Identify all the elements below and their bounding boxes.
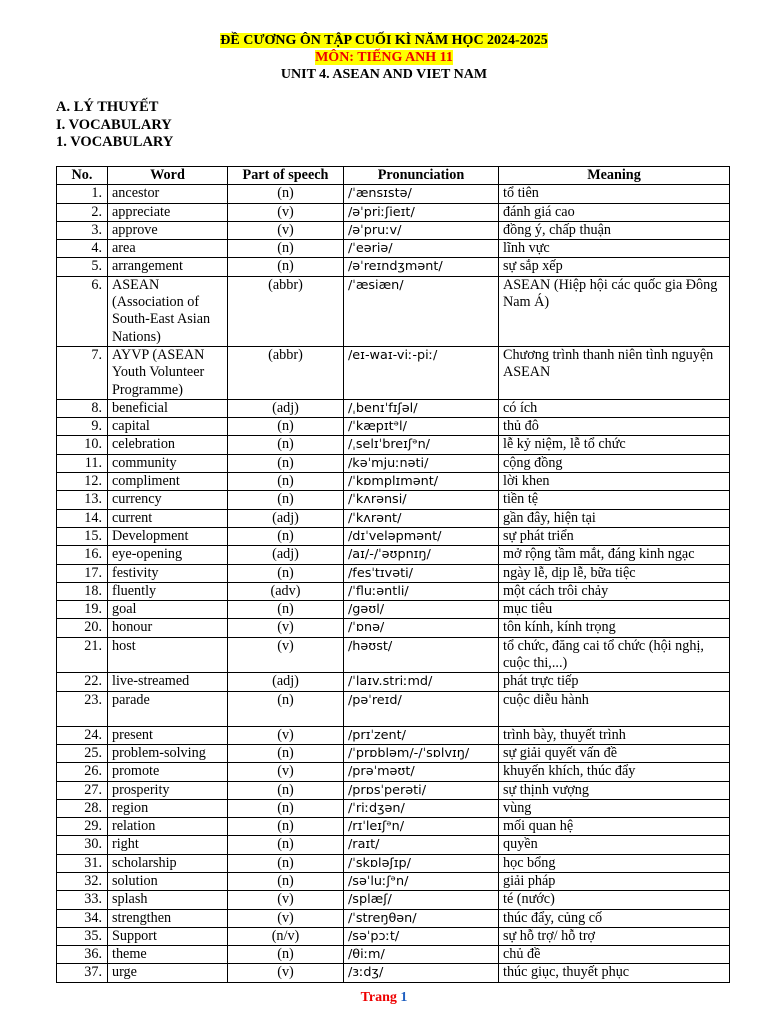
row-number: 11. xyxy=(57,454,108,472)
row-meaning: thủ đô xyxy=(499,418,730,436)
row-number: 34. xyxy=(57,909,108,927)
row-word: splash xyxy=(108,891,228,909)
row-meaning: ngày lễ, dịp lễ, bữa tiệc xyxy=(499,564,730,582)
row-meaning: cuộc diễu hành xyxy=(499,691,730,726)
row-meaning: học bổng xyxy=(499,854,730,872)
vocabulary-table xyxy=(56,166,730,983)
table-row xyxy=(57,203,730,221)
section-theory: A. LÝ THUYẾT xyxy=(56,99,159,115)
row-word: Development xyxy=(108,527,228,545)
row-number: 21. xyxy=(57,637,108,673)
row-part-of-speech: (v) xyxy=(228,891,344,909)
row-pronunciation: /prɒsˈperəti/ xyxy=(344,781,499,799)
row-pronunciation: /fesˈtɪvəti/ xyxy=(344,564,499,582)
row-number: 28. xyxy=(57,799,108,817)
row-part-of-speech: (n) xyxy=(228,799,344,817)
row-word: parade xyxy=(108,691,228,726)
row-pronunciation: /ˈprɒbləm/-/ˈsɒlvɪŋ/ xyxy=(344,744,499,762)
row-number: 29. xyxy=(57,818,108,836)
row-part-of-speech: (adj) xyxy=(228,509,344,527)
table-row xyxy=(57,854,730,872)
row-number: 31. xyxy=(57,854,108,872)
row-meaning: đánh giá cao xyxy=(499,203,730,221)
row-part-of-speech: (adj) xyxy=(228,546,344,564)
subject-highlight: MÔN: TIẾNG ANH 11 xyxy=(315,50,453,65)
row-meaning: khuyến khích, thúc đẩy xyxy=(499,763,730,781)
title-line-2 xyxy=(0,49,768,66)
row-meaning: gần đây, hiện tại xyxy=(499,509,730,527)
row-meaning: sự phát triển xyxy=(499,527,730,545)
table-row xyxy=(57,781,730,799)
row-word: live-streamed xyxy=(108,673,228,691)
row-pronunciation: /splæʃ/ xyxy=(344,891,499,909)
row-part-of-speech: (n) xyxy=(228,473,344,491)
document-header xyxy=(0,32,768,83)
row-word: present xyxy=(108,726,228,744)
row-meaning: đồng ý, chấp thuận xyxy=(499,221,730,239)
row-meaning: vùng xyxy=(499,799,730,817)
table-row xyxy=(57,691,730,726)
row-meaning: tôn kính, kính trọng xyxy=(499,619,730,637)
row-meaning: lĩnh vực xyxy=(499,240,730,258)
row-meaning: lễ kỷ niệm, lễ tổ chức xyxy=(499,436,730,454)
row-part-of-speech: (v) xyxy=(228,964,344,982)
row-meaning: sự giải quyết vấn đề xyxy=(499,744,730,762)
row-part-of-speech: (n) xyxy=(228,185,344,203)
header-meaning: Meaning xyxy=(499,167,730,185)
row-part-of-speech: (v) xyxy=(228,619,344,637)
row-meaning: lời khen xyxy=(499,473,730,491)
table-row xyxy=(57,399,730,417)
table-row xyxy=(57,927,730,945)
row-number: 3. xyxy=(57,221,108,239)
row-meaning: có ích xyxy=(499,399,730,417)
row-part-of-speech: (v) xyxy=(228,221,344,239)
row-pronunciation: /aɪ/-/ˈəʊpnɪŋ/ xyxy=(344,546,499,564)
row-number: 27. xyxy=(57,781,108,799)
table-row xyxy=(57,473,730,491)
table-row xyxy=(57,346,730,399)
table-row xyxy=(57,763,730,781)
row-word: strengthen xyxy=(108,909,228,927)
row-part-of-speech: (adj) xyxy=(228,673,344,691)
row-pronunciation: /ˈkæpɪtᵊl/ xyxy=(344,418,499,436)
row-number: 25. xyxy=(57,744,108,762)
row-part-of-speech: (n) xyxy=(228,601,344,619)
row-part-of-speech: (n) xyxy=(228,454,344,472)
row-part-of-speech: (n) xyxy=(228,564,344,582)
table-body xyxy=(57,185,730,982)
table-row xyxy=(57,637,730,673)
row-word: right xyxy=(108,836,228,854)
row-pronunciation: /səˈpɔːt/ xyxy=(344,927,499,945)
row-number: 35. xyxy=(57,927,108,945)
row-part-of-speech: (n) xyxy=(228,527,344,545)
table-row xyxy=(57,509,730,527)
row-word: scholarship xyxy=(108,854,228,872)
row-word: festivity xyxy=(108,564,228,582)
row-word: currency xyxy=(108,491,228,509)
row-word: beneficial xyxy=(108,399,228,417)
row-part-of-speech: (n) xyxy=(228,946,344,964)
row-part-of-speech: (abbr) xyxy=(228,346,344,399)
header-part-of-speech: Part of speech xyxy=(228,167,344,185)
row-meaning: tổ tiên xyxy=(499,185,730,203)
header-pronunciation: Pronunciation xyxy=(344,167,499,185)
row-number: 10. xyxy=(57,436,108,454)
table-row xyxy=(57,964,730,982)
row-word: community xyxy=(108,454,228,472)
row-pronunciation: /dɪˈveləpmənt/ xyxy=(344,527,499,545)
row-pronunciation: /səˈluːʃᵊn/ xyxy=(344,872,499,890)
row-number: 17. xyxy=(57,564,108,582)
row-word: AYVP (ASEAN Youth Volunteer Programme) xyxy=(108,346,228,399)
row-word: region xyxy=(108,799,228,817)
row-word: goal xyxy=(108,601,228,619)
table-row xyxy=(57,601,730,619)
row-meaning: trình bày, thuyết trình xyxy=(499,726,730,744)
row-part-of-speech: (adj) xyxy=(228,399,344,417)
row-part-of-speech: (v) xyxy=(228,726,344,744)
row-pronunciation: /ˈfluːəntli/ xyxy=(344,582,499,600)
row-word: prosperity xyxy=(108,781,228,799)
row-meaning: tiền tệ xyxy=(499,491,730,509)
row-word: area xyxy=(108,240,228,258)
row-meaning: ASEAN (Hiệp hội các quốc gia Đông Nam Á) xyxy=(499,276,730,346)
row-part-of-speech: (v) xyxy=(228,637,344,673)
row-pronunciation: /ˈkʌrənsi/ xyxy=(344,491,499,509)
table-row xyxy=(57,582,730,600)
row-part-of-speech: (abbr) xyxy=(228,276,344,346)
row-word: Support xyxy=(108,927,228,945)
row-part-of-speech: (n) xyxy=(228,258,344,276)
row-part-of-speech: (v) xyxy=(228,203,344,221)
unit-title: UNIT 4. ASEAN AND VIET NAM xyxy=(280,67,488,82)
row-word: current xyxy=(108,509,228,527)
table-row xyxy=(57,872,730,890)
page-label: Trang xyxy=(360,990,397,1005)
table-row xyxy=(57,891,730,909)
row-part-of-speech: (v) xyxy=(228,763,344,781)
title-highlight: ĐỀ CƯƠNG ÔN TẬP CUỐI KÌ NĂM HỌC 2024-2025 xyxy=(220,33,548,48)
row-part-of-speech: (n) xyxy=(228,691,344,726)
row-meaning: phát trực tiếp xyxy=(499,673,730,691)
row-pronunciation: /ˈkɒmplɪmənt/ xyxy=(344,473,499,491)
row-meaning: quyền xyxy=(499,836,730,854)
row-number: 30. xyxy=(57,836,108,854)
table-row xyxy=(57,726,730,744)
row-number: 12. xyxy=(57,473,108,491)
table-header-row xyxy=(57,167,730,185)
row-number: 18. xyxy=(57,582,108,600)
row-word: arrangement xyxy=(108,258,228,276)
row-word: fluently xyxy=(108,582,228,600)
row-word: ASEAN (Association of South-East Asian Nations) xyxy=(108,276,228,346)
row-number: 26. xyxy=(57,763,108,781)
table-row xyxy=(57,418,730,436)
row-pronunciation: /ˈɒnə/ xyxy=(344,619,499,637)
page-footer xyxy=(0,990,768,1006)
row-word: theme xyxy=(108,946,228,964)
table-row xyxy=(57,258,730,276)
row-part-of-speech: (n) xyxy=(228,818,344,836)
row-word: eye-opening xyxy=(108,546,228,564)
row-number: 13. xyxy=(57,491,108,509)
row-part-of-speech: (v) xyxy=(228,909,344,927)
row-meaning: mở rộng tầm mắt, đáng kinh ngạc xyxy=(499,546,730,564)
row-pronunciation: /əˈreɪndʒmənt/ xyxy=(344,258,499,276)
header-no: No. xyxy=(57,167,108,185)
table-row xyxy=(57,240,730,258)
page-number: 1 xyxy=(400,990,408,1005)
row-number: 6. xyxy=(57,276,108,346)
row-number: 37. xyxy=(57,964,108,982)
row-number: 9. xyxy=(57,418,108,436)
row-word: honour xyxy=(108,619,228,637)
table-row xyxy=(57,185,730,203)
row-pronunciation: /əˈpruːv/ xyxy=(344,221,499,239)
row-part-of-speech: (n) xyxy=(228,436,344,454)
row-meaning: thúc giục, thuyết phục xyxy=(499,964,730,982)
row-pronunciation: /θiːm/ xyxy=(344,946,499,964)
table-row xyxy=(57,909,730,927)
row-number: 14. xyxy=(57,509,108,527)
row-pronunciation: /prəˈməʊt/ xyxy=(344,763,499,781)
row-pronunciation: /ˈstreŋθən/ xyxy=(344,909,499,927)
table-row xyxy=(57,564,730,582)
subsection-vocabulary: 1. VOCABULARY xyxy=(56,134,174,150)
row-number: 32. xyxy=(57,872,108,890)
row-number: 8. xyxy=(57,399,108,417)
row-pronunciation: /ˈkʌrənt/ xyxy=(344,509,499,527)
row-number: 22. xyxy=(57,673,108,691)
row-part-of-speech: (adv) xyxy=(228,582,344,600)
row-pronunciation: /ˈlaɪv.striːmd/ xyxy=(344,673,499,691)
table-row xyxy=(57,818,730,836)
row-meaning: sự sắp xếp xyxy=(499,258,730,276)
row-part-of-speech: (n) xyxy=(228,872,344,890)
row-number: 23. xyxy=(57,691,108,726)
row-meaning: cộng đồng xyxy=(499,454,730,472)
row-pronunciation: /ˈænsɪstə/ xyxy=(344,185,499,203)
section-vocabulary: I. VOCABULARY xyxy=(56,117,172,133)
row-meaning: mối quan hệ xyxy=(499,818,730,836)
header-word: Word xyxy=(108,167,228,185)
table-row xyxy=(57,673,730,691)
row-pronunciation: /rɪˈleɪʃᵊn/ xyxy=(344,818,499,836)
row-pronunciation: /prɪˈzent/ xyxy=(344,726,499,744)
table-row xyxy=(57,619,730,637)
row-word: relation xyxy=(108,818,228,836)
row-word: approve xyxy=(108,221,228,239)
row-pronunciation: /ˌbenɪˈfɪʃəl/ xyxy=(344,399,499,417)
row-number: 4. xyxy=(57,240,108,258)
table-row xyxy=(57,454,730,472)
row-part-of-speech: (n) xyxy=(228,418,344,436)
row-part-of-speech: (n) xyxy=(228,854,344,872)
row-word: ancestor xyxy=(108,185,228,203)
row-meaning: sự thịnh vượng xyxy=(499,781,730,799)
row-part-of-speech: (n) xyxy=(228,744,344,762)
table-row xyxy=(57,221,730,239)
row-meaning: giải pháp xyxy=(499,872,730,890)
row-meaning: một cách trôi chảy xyxy=(499,582,730,600)
row-word: solution xyxy=(108,872,228,890)
row-pronunciation: /əˈpriːʃieɪt/ xyxy=(344,203,499,221)
row-part-of-speech: (n) xyxy=(228,491,344,509)
row-pronunciation: /eɪ-waɪ-viː-piː/ xyxy=(344,346,499,399)
row-word: problem-solving xyxy=(108,744,228,762)
row-part-of-speech: (n/v) xyxy=(228,927,344,945)
row-part-of-speech: (n) xyxy=(228,240,344,258)
row-number: 24. xyxy=(57,726,108,744)
row-pronunciation: /ɜːdʒ/ xyxy=(344,964,499,982)
row-pronunciation: /ˈæsiæn/ xyxy=(344,276,499,346)
row-pronunciation: /gəʊl/ xyxy=(344,601,499,619)
table-row xyxy=(57,946,730,964)
table-row xyxy=(57,836,730,854)
row-meaning: tổ chức, đăng cai tổ chức (hội nghị, cuộc thi,...) xyxy=(499,637,730,673)
row-word: compliment xyxy=(108,473,228,491)
table-row xyxy=(57,527,730,545)
row-number: 5. xyxy=(57,258,108,276)
row-number: 36. xyxy=(57,946,108,964)
row-number: 2. xyxy=(57,203,108,221)
row-meaning: chủ đề xyxy=(499,946,730,964)
row-number: 33. xyxy=(57,891,108,909)
row-number: 20. xyxy=(57,619,108,637)
row-meaning: sự hỗ trợ/ hỗ trợ xyxy=(499,927,730,945)
row-number: 16. xyxy=(57,546,108,564)
row-pronunciation: /kəˈmjuːnəti/ xyxy=(344,454,499,472)
row-pronunciation: /ˌselɪˈbreɪʃᵊn/ xyxy=(344,436,499,454)
row-pronunciation: /həʊst/ xyxy=(344,637,499,673)
table-row xyxy=(57,436,730,454)
row-number: 19. xyxy=(57,601,108,619)
row-pronunciation: /ˈeəriə/ xyxy=(344,240,499,258)
row-word: appreciate xyxy=(108,203,228,221)
row-number: 15. xyxy=(57,527,108,545)
table-row xyxy=(57,491,730,509)
table-row xyxy=(57,744,730,762)
table-row xyxy=(57,276,730,346)
row-pronunciation: /ˈskɒləʃɪp/ xyxy=(344,854,499,872)
title-line-1 xyxy=(0,32,768,49)
row-part-of-speech: (n) xyxy=(228,781,344,799)
row-meaning: mục tiêu xyxy=(499,601,730,619)
row-pronunciation: /raɪt/ xyxy=(344,836,499,854)
row-meaning: Chương trình thanh niên tình nguyện ASEAN xyxy=(499,346,730,399)
row-meaning: té (nước) xyxy=(499,891,730,909)
table-row xyxy=(57,546,730,564)
row-part-of-speech: (n) xyxy=(228,836,344,854)
table-row xyxy=(57,799,730,817)
row-pronunciation: /pəˈreɪd/ xyxy=(344,691,499,726)
row-word: capital xyxy=(108,418,228,436)
row-word: celebration xyxy=(108,436,228,454)
row-number: 1. xyxy=(57,185,108,203)
row-meaning: thúc đẩy, củng cố xyxy=(499,909,730,927)
row-word: host xyxy=(108,637,228,673)
row-word: urge xyxy=(108,964,228,982)
row-pronunciation: /ˈriːdʒən/ xyxy=(344,799,499,817)
row-word: promote xyxy=(108,763,228,781)
row-number: 7. xyxy=(57,346,108,399)
